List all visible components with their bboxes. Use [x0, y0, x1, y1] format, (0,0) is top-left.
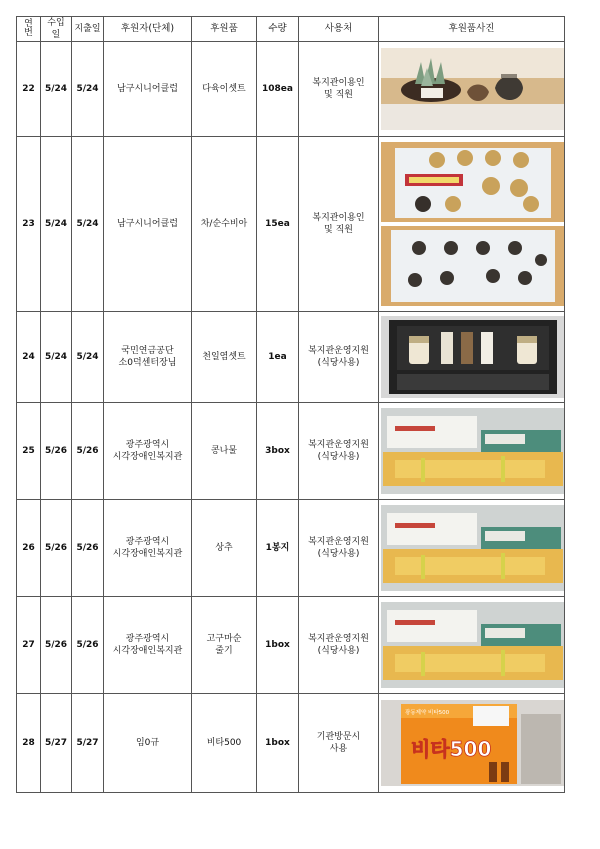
row-item-line: 천일염셋트	[202, 352, 246, 363]
row-donor	[104, 312, 192, 403]
row-usage-line: 및 직원	[324, 225, 353, 236]
row-donor	[104, 403, 192, 500]
row-usage-line: 복지관이용인	[312, 78, 365, 89]
table-row	[17, 694, 565, 793]
row-qty: 1box	[257, 694, 299, 793]
row-qty: 108ea	[257, 42, 299, 137]
row-no: 26	[17, 500, 41, 597]
tea-pack-photo-top	[381, 142, 565, 222]
row-donor-line: 시각장애인복지관	[112, 646, 183, 657]
produce-box-photo	[381, 602, 565, 688]
row-usage-line: (식당사용)	[317, 646, 360, 657]
header-usage: 사용처	[299, 17, 379, 42]
row-donor-line: 광주광역시	[125, 537, 170, 548]
row-no: 24	[17, 312, 41, 403]
row-qty: 1ea	[257, 312, 299, 403]
row-item	[192, 42, 257, 137]
row-no: 27	[17, 597, 41, 694]
row-usage	[299, 42, 379, 137]
row-usage-line: 복지관운영지원	[308, 346, 369, 357]
header-row	[17, 17, 565, 42]
row-qty: 1box	[257, 597, 299, 694]
row-item-line: 다육이셋트	[202, 84, 246, 95]
table-row	[17, 312, 565, 403]
row-usage-line: 복지관운영지원	[308, 537, 369, 548]
header-no-char: 번	[24, 28, 33, 39]
header-donor: 후원자(단체)	[104, 17, 192, 42]
vita500-sub-text: 광동제약 비타500	[405, 710, 450, 717]
row-item-line: 차/순수비아	[200, 219, 248, 230]
row-donor	[104, 597, 192, 694]
row-qty: 15ea	[257, 137, 299, 312]
vita500-brand-text: 비타500	[411, 737, 492, 762]
row-donor-line: 광주광역시	[125, 634, 170, 645]
row-spent: 5/26	[72, 500, 104, 597]
row-usage	[299, 597, 379, 694]
row-usage	[299, 403, 379, 500]
row-no: 25	[17, 403, 41, 500]
row-spent: 5/26	[72, 597, 104, 694]
row-item	[192, 694, 257, 793]
row-spent: 5/27	[72, 694, 104, 793]
row-item-line: 비타500	[206, 738, 242, 749]
row-usage	[299, 312, 379, 403]
row-item-line: 줄기	[215, 646, 233, 657]
row-no: 28	[17, 694, 41, 793]
row-usage	[299, 694, 379, 793]
row-qty: 1봉지	[257, 500, 299, 597]
row-item	[192, 137, 257, 312]
succulent-set-photo	[381, 48, 565, 130]
header-qty: 수량	[257, 17, 299, 42]
row-spent: 5/26	[72, 403, 104, 500]
row-item-line: 고구마순	[206, 634, 242, 645]
row-usage-line: 사용	[329, 744, 348, 755]
row-donor-line: 광주광역시	[125, 440, 170, 451]
row-donor	[104, 694, 192, 793]
row-photo	[379, 42, 565, 137]
row-usage-line: 및 직원	[324, 90, 353, 101]
row-donor-line: 소0덕센터장님	[118, 358, 177, 369]
table-row	[17, 137, 565, 312]
row-usage-line: (식당사용)	[317, 549, 360, 560]
produce-box-photo	[381, 505, 565, 591]
row-received: 5/24	[41, 312, 72, 403]
header-item: 후원품	[192, 17, 257, 42]
row-donor	[104, 500, 192, 597]
salt-set-photo	[381, 316, 565, 398]
row-received: 5/27	[41, 694, 72, 793]
row-spent: 5/24	[72, 312, 104, 403]
header-spent: 지출일	[72, 17, 104, 42]
row-item	[192, 500, 257, 597]
row-donor-line: 시각장애인복지관	[112, 549, 183, 560]
row-usage-line: (식당사용)	[317, 452, 360, 463]
row-donor-line: 국민연금공단	[121, 346, 174, 357]
table-row	[17, 42, 565, 137]
row-photo	[379, 312, 565, 403]
table-row	[17, 403, 565, 500]
row-item	[192, 403, 257, 500]
row-donor-line: 남구시니어클럽	[117, 219, 178, 230]
row-received: 5/26	[41, 403, 72, 500]
row-usage	[299, 500, 379, 597]
row-donor	[104, 137, 192, 312]
row-donor-line: 임0규	[135, 738, 160, 749]
row-item	[192, 597, 257, 694]
table-row	[17, 500, 565, 597]
row-usage-line: 복지관이용인	[312, 213, 365, 224]
row-usage-line: 복지관운영지원	[308, 440, 369, 451]
row-qty: 3box	[257, 403, 299, 500]
row-photo	[379, 500, 565, 597]
header-no	[17, 17, 41, 42]
header-photo: 후원품사진	[379, 17, 565, 42]
produce-box-photo	[381, 408, 565, 494]
row-usage-line: 기관방문시	[316, 732, 361, 743]
row-item-line: 콩나물	[210, 446, 238, 457]
row-no: 22	[17, 42, 41, 137]
row-donor-line: 남구시니어클럽	[117, 84, 178, 95]
header-no-char: 연	[24, 18, 33, 29]
row-donor-line: 시각장애인복지관	[112, 452, 183, 463]
row-received: 5/26	[41, 500, 72, 597]
donation-table	[16, 16, 565, 793]
row-usage-line: (식당사용)	[317, 358, 360, 369]
row-item	[192, 312, 257, 403]
row-received: 5/24	[41, 42, 72, 137]
row-photo	[379, 137, 565, 312]
tea-pack-photo-bottom	[381, 226, 565, 306]
row-spent: 5/24	[72, 137, 104, 312]
row-spent: 5/24	[72, 42, 104, 137]
row-no: 23	[17, 137, 41, 312]
row-usage-line: 복지관운영지원	[308, 634, 369, 645]
row-item-line: 상추	[215, 543, 233, 554]
row-received: 5/26	[41, 597, 72, 694]
row-photo	[379, 694, 565, 793]
row-photo	[379, 597, 565, 694]
row-photo	[379, 403, 565, 500]
row-donor	[104, 42, 192, 137]
row-usage	[299, 137, 379, 312]
header-received: 수입일	[41, 17, 72, 42]
table-row	[17, 597, 565, 694]
row-received: 5/24	[41, 137, 72, 312]
vita500-box-photo	[381, 700, 565, 786]
